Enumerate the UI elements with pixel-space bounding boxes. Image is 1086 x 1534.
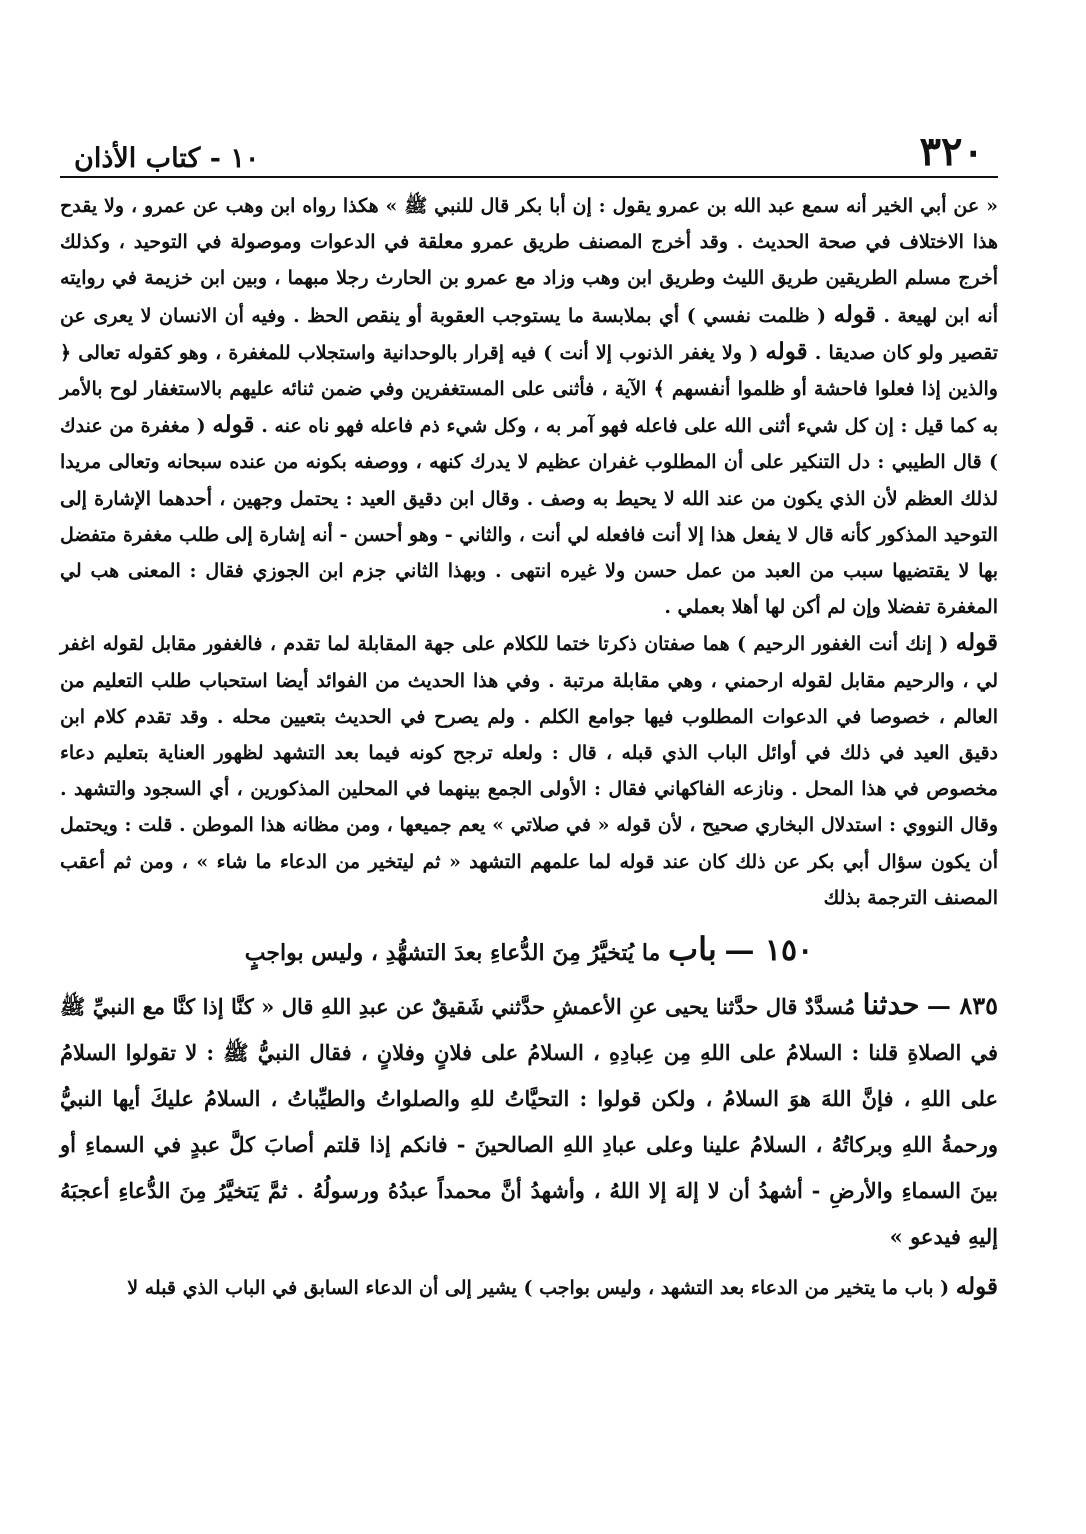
book-page (60, 112, 998, 1305)
qawluhu-keyword: قوله (212, 411, 255, 439)
commentary-intro: « عن أبي الخير أنه سمع عبد الله بن عمرو يقول : إن أبا بكر قال للنبي ﷺ » هكذا رواه ابن وهب عن عمرو ، ولا يقدح هذا الاختلاف في صحة الحديث . وقد أخرج المصنف طريق عمرو معلقة في الدعوات وموصولة في التوحيد ، وكذلك أخرج مسلم الطريقين طريق الليث وطريق ابن وهب وزاد مع عمرو بن الحارث رجلا مبهما ، وبين ابن خزيمة في روايته أنه ابن لهيعة . (60, 195, 998, 327)
qawluhu-keyword: قوله (765, 337, 808, 365)
chapter-heading (60, 932, 998, 970)
commentary-block (60, 188, 998, 916)
book-title: ١٠ - كتاب الأذان (74, 143, 260, 174)
haddathana-label: حدثنا (862, 988, 920, 1022)
qawluhu-keyword: قوله (833, 300, 876, 328)
final-commentary (60, 1270, 998, 1305)
hadith-block (60, 982, 998, 1260)
commentary-ghafur-rahim: ( إنك أنت الغفور الرحيم ) هما صفتان ذكرتا ختما للكلام على جهة المقابلة لما تقدم ، فالغفور مقابل لقوله اغفر لي ، والرحيم مقابل لقوله ارحمني ، وهي مقابلة مرتبة . وفي هذا الحديث من الفوائد أيضا استحباب طلب التعليم من العالم ، خصوصا في الدعوات المطلوب فيها جوامع الكلم . ولم يصرح في الحديث بتعيين محله . وقد تقدم كلام ابن دقيق العيد في ذلك في أوائل الباب الذي قبله ، قال : ولعله ترجح كونه فيما بعد التشهد لظهور العناية بتعليم دعاء مخصوص في هذا المحل . ونازعه الفاكهاني فقال : الأولى الجمع بينهما في المحلين المذكورين ، أي السجود والتشهد . وقال النووي : استدلال البخاري صحيح ، لأن قوله « في صلاتي » يعم جميعها ، ومن مظانه هذا الموطن . قلت : ويحتمل أن يكون سؤال أبي بكر عن ذلك كان عند قوله لما علمهم التشهد « ثم ليتخير من الدعاء ما شاء » ، ومن ثم أعقب المصنف الترجمة بذلك (60, 633, 998, 909)
commentary-zalamtu: ( ظلمت نفسي ) أي بملابسة ما يستوجب العقوبة أو ينقص الحظ . وفيه أن الانسان لا يعرى عن تقصير ولو كان صديقا . (60, 304, 998, 364)
hadith-text: مُسدَّدٌ قال حدَّثنا يحيى عنِ الأعمشِ حدَّثني شَقيقٌ عن عبدِ اللهِ قال « كنَّا إذا كنَّا مع النبيِّ ﷺ في الصلاةِ قلنا : السلامُ على اللهِ مِن عِبادِهِ ، السلامُ على فلانٍ وفلانٍ ، فقال النبيُّ ﷺ : لا تقولوا السلامُ على اللهِ ، فإنَّ اللهَ هوَ السلامُ ، ولكن قولوا : التحيَّاتُ للهِ والصلواتُ والطيِّباتُ ، السلامُ عليكَ أيها النبيُّ ورحمةُ اللهِ وبركاتُهُ ، السلامُ علينا وعلى عبادِ اللهِ الصالحينَ - فانكم إذا قلتم أصابَ كلَّ عبدٍ في السماءِ أو بينَ السماءِ والأرضِ - أشهدُ أن لا إلهَ إلا اللهُ ، وأشهدُ أنَّ محمداً عبدُهُ ورسولُهُ . ثمَّ يَتخيَّرُ مِنَ الدُّعاءِ أعجبَهُ إليهِ فيدعو » (60, 994, 998, 1250)
chapter-number: ١٥٠ — (724, 933, 814, 969)
commentary-paragraph (60, 625, 998, 916)
commentary-la-yaghfir: ( ولا يغفر الذنوب إلا أنت ) فيه إقرار بالوحدانية واستجلاب للمغفرة ، وهو كقوله تعالى ﴿ والذين إذا فعلوا فاحشة أو ظلموا أنفسهم ﴾ الآية ، فأثنى على المستغفرين وفي ضمن ثنائه عليهم بالاستغفار لوح بالأمر به كما قيل : إن كل شيء أثنى الله على فاعله فهو آمر به ، وكل شيء ذم فاعله فهو ناه عنه . (60, 341, 998, 438)
page-number: ٣٢٠ (919, 128, 984, 175)
chapter-bab-label: باب (667, 930, 717, 969)
page-header (60, 112, 998, 178)
final-commentary-text: ( باب ما يتخير من الدعاء بعد التشهد ، وليس بواجب ) يشير إلى أن الدعاء السابق في الباب الذي قبله لا (127, 1277, 950, 1300)
hadith-paragraph (60, 982, 998, 1260)
commentary-maghfira: ( مغفرة من عندك ) قال الطيبي : دل التنكير على أن المطلوب غفران عظيم لا يدرك كنهه ، ووصفه بكونه من عنده سبحانه وتعالى مريدا لذلك العظم لأن الذي يكون من عند الله لا يحيط به وصف . وقال ابن دقيق العيد : يحتمل وجهين ، أحدهما الإشارة إلى التوحيد المذكور كأنه قال لا يفعل هذا إلا أنت فافعله لي أنت ، والثاني - وهو أحسن - أنه إشارة إلى طلب مغفرة متفضل بها لا يقتضيها سبب من العبد من عمل حسن ولا غيره انتهى . وبهذا الثاني جزم ابن الجوزي فقال : المعنى هب لي المغفرة تفضلا وإن لم أكن لها أهلا بعملي . (60, 415, 998, 619)
chapter-title: ما يُتخيَّرُ مِنَ الدُّعاءِ بعدَ التشهُّدِ ، وليس بواجبٍ (244, 940, 661, 967)
hadith-number: ٨٣٥ — (926, 991, 999, 1021)
qawluhu-keyword: قوله (955, 629, 998, 657)
commentary-paragraph (60, 188, 998, 625)
qawluhu-keyword: قوله (955, 1273, 998, 1301)
